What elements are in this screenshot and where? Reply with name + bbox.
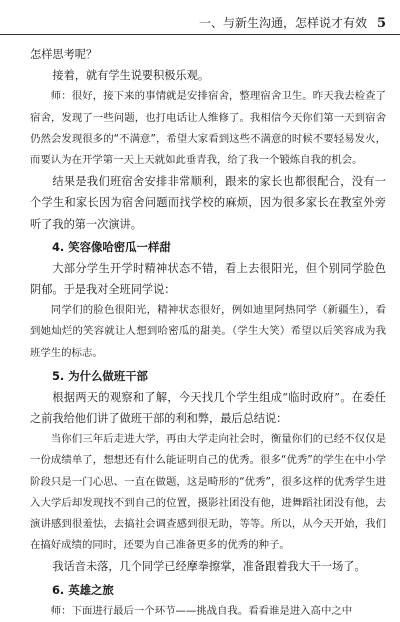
paragraph: 怎样思考呢？ — [30, 48, 98, 61]
section-heading: 5. 为什么做班干部 — [52, 368, 148, 383]
section-heading: 4. 笑容像哈密瓜一样甜 — [52, 239, 171, 254]
teacher-quote: 师：下面进行最后一个环节——挑战自我。看看谁是进入高中之中 — [50, 604, 353, 617]
page-body — [30, 44, 386, 622]
chapter-title: 一、与新生沟通，怎样说才有效 — [198, 16, 367, 30]
paragraph: 接着，就有学生说要积极乐观。 — [52, 69, 210, 83]
paragraph: 大部分学生开学时精神状态不错，看上去很阳光，但个别同学脸色阴郁。于是我对全班同学说： — [30, 261, 386, 297]
teacher-quote: 师：很好，接下来的事情就是安排宿舍，整理宿舍卫生。昨天我去检查了宿舍，发现了一些问题，也打电话让人维修了。我相信今天你们第一天到宿舍仍然会发现很多的“不满意”，希望大家看到这些不满意的时候不要轻易发火，而要认为在开学第一天上天就如此垂青我，给了我一个锻炼自我的机会。 — [30, 90, 386, 167]
paragraph: 根据两天的观察和了解，今天找几个学生组成“临时政府”。在委任之前我给他们讲了做班干部的利和弊，最后总结说： — [30, 390, 386, 426]
header-rule — [0, 34, 400, 35]
page-number: 5 — [376, 16, 386, 31]
paragraph: 我话音未落，几个同学已经摩拳擦掌，准备跟着我大干一场了。 — [52, 560, 366, 574]
teacher-quote: 同学们的脸色很阳光，精神状态很好，例如迪里阿热同学（新疆生），看到她灿烂的笑容就让人想到哈密瓜的甜美。（学生大笑）希望以后笑容成为我班学生的标志。 — [30, 304, 386, 359]
paragraph: 结果是我们班宿舍安排非常顺利，跟来的家长也都很配合，没有一个学生和家长因为宿舍问题而找学校的麻烦，因为很多家长在教室外旁听了我的第一次演讲。 — [30, 175, 386, 231]
running-header — [0, 14, 386, 32]
section-heading: 6. 英雄之旅 — [52, 582, 114, 597]
teacher-quote: 当你们三年后走进大学，再由大学走向社会时，衡量你们的已经不仅仅是一份成绩单了，想想还有什么能证明自己的优秀。很多“优秀”的学生在中小学阶段只是一门心思、一直在做题，这是畸形的“优秀”，很多这样的优秀学生进入大学后却发现找不到自己的位置，摄影社团没有他，进舞蹈社团没有他，去演讲感到很羞怯，去搞社会调查感到很无助，等等。所以，从今天开始，我们在搞好成绩的同时，还要为自己准备更多的优秀的种子。 — [30, 433, 386, 552]
